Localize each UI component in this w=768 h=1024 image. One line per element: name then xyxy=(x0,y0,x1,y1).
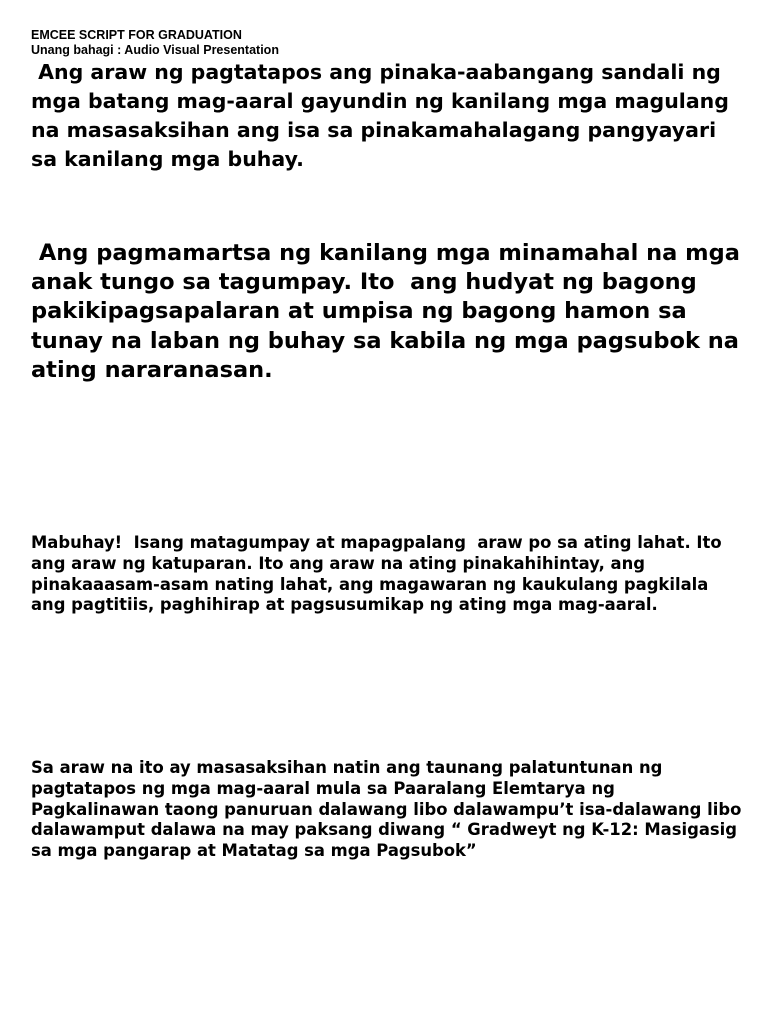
paragraph-march: Ang pagmamartsa ng kanilang mga minamahal na mga anak tungo sa tagumpay. Ito ang hudyat ng bagong pakikipagsapalaran at umpisa ng bagong hamon sa tunay na laban ng buhay sa kabila ng mga pagsubok na ating nararanasan. xyxy=(31,240,748,383)
document-subtitle: Unang bahagi : Audio Visual Presentation xyxy=(31,43,279,57)
paragraph-greeting: Mabuhay! Isang matagumpay at mapagpalang araw po sa ating lahat. Ito ang araw ng katuparan. Ito ang araw na ating pinakahihintay, ang pinakaaasam-asam nating lahat, ang magawaran ng kaukulang pagkilala ang pagtitiis, paghihirap at pagsusumikap ng ating mga mag-aaral. xyxy=(31,533,728,615)
document-title: EMCEE SCRIPT FOR GRADUATION xyxy=(31,28,242,42)
paragraph-program: Sa araw na ito ay masasaksihan natin ang taunang palatuntunan ng pagtatapos ng mga mag-aaral mula sa Paaralang Elemtarya ng Pagkalinawan taong panuruan dalawang libo dalawampu’t isa-dalawang libo dalawamput dalawa na may paksang diwang “ Gradweyt ng K-12: Masigasig sa mga pangarap at Matatag sa mga Pagsubok” xyxy=(31,758,748,861)
paragraph-intro: Ang araw ng pagtatapos ang pinaka-aabangang sandali ng mga batang mag-aaral gayundin ng kanilang mga magulang na masasaksihan ang isa sa pinakamahalagang pangyayari sa kanilang mga buhay. xyxy=(31,60,737,171)
